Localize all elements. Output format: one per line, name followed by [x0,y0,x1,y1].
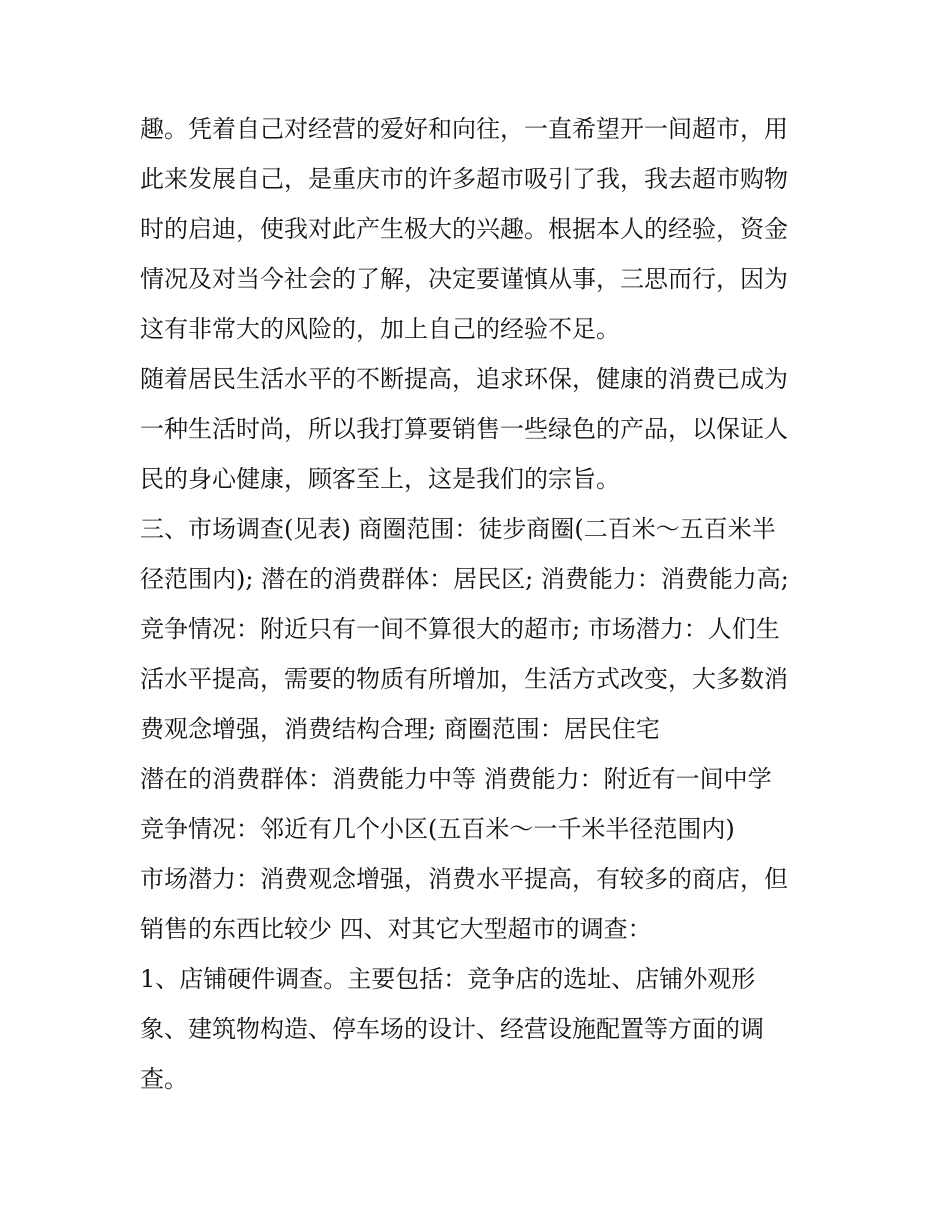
text-line-14: 潜在的消费群体：消费能力中等 消费能力：附近有一间中学 [140,765,772,793]
text-line-7: 一种生活时尚，所以我打算要销售一些绿色的产品，以保证人 [140,415,788,443]
text-line-4: 情况及对当今社会的了解，决定要谨慎从事，三思而行，因为 [140,265,788,293]
text-line-6: 随着居民生活水平的不断提高，追求环保，健康的消费已成为 [140,365,788,393]
text-line-17: 销售的东西比较少 四、对其它大型超市的调查： [140,915,652,943]
text-line-1: 趣。凭着自己对经营的爱好和向往，一直希望开一间超市，用 [140,115,788,143]
text-line-8: 民的身心健康，顾客至上，这是我们的宗旨。 [140,465,620,493]
text-line-11: 竞争情况：附近只有一间不算很大的超市; 市场潜力：人们生 [140,615,780,643]
text-line-19: 象、建筑物构造、停车场的设计、经营设施配置等方面的调 [140,1015,764,1043]
text-line-12: 活水平提高，需要的物质有所增加，生活方式改变，大多数消 [140,665,788,693]
text-line-16: 市场潜力：消费观念增强，消费水平提高，有较多的商店，但 [140,865,788,893]
text-line-13: 费观念增强，消费结构合理; 商圈范围：居民住宅 [140,715,660,743]
text-line-20: 查。 [140,1065,188,1093]
text-line-18: 1、店铺硬件调查。主要包括：竞争店的选址、店铺外观形 [140,965,756,993]
text-line-3: 时的启迪，使我对此产生极大的兴趣。根据本人的经验，资金 [140,215,788,243]
text-line-15: 竞争情况：邻近有几个小区(五百米～一千米半径范围内) [140,815,735,843]
text-line-10: 径范围内); 潜在的消费群体：居民区; 消费能力：消费能力高; [140,565,789,593]
text-line-5: 这有非常大的风险的，加上自己的经验不足。 [140,315,620,343]
text-line-2: 此来发展自己，是重庆市的许多超市吸引了我，我去超市购物 [140,165,788,193]
text-line-9: 三、市场调查(见表) 商圈范围：徒步商圈(二百米～五百米半 [140,515,776,543]
document-body [140,104,820,1104]
